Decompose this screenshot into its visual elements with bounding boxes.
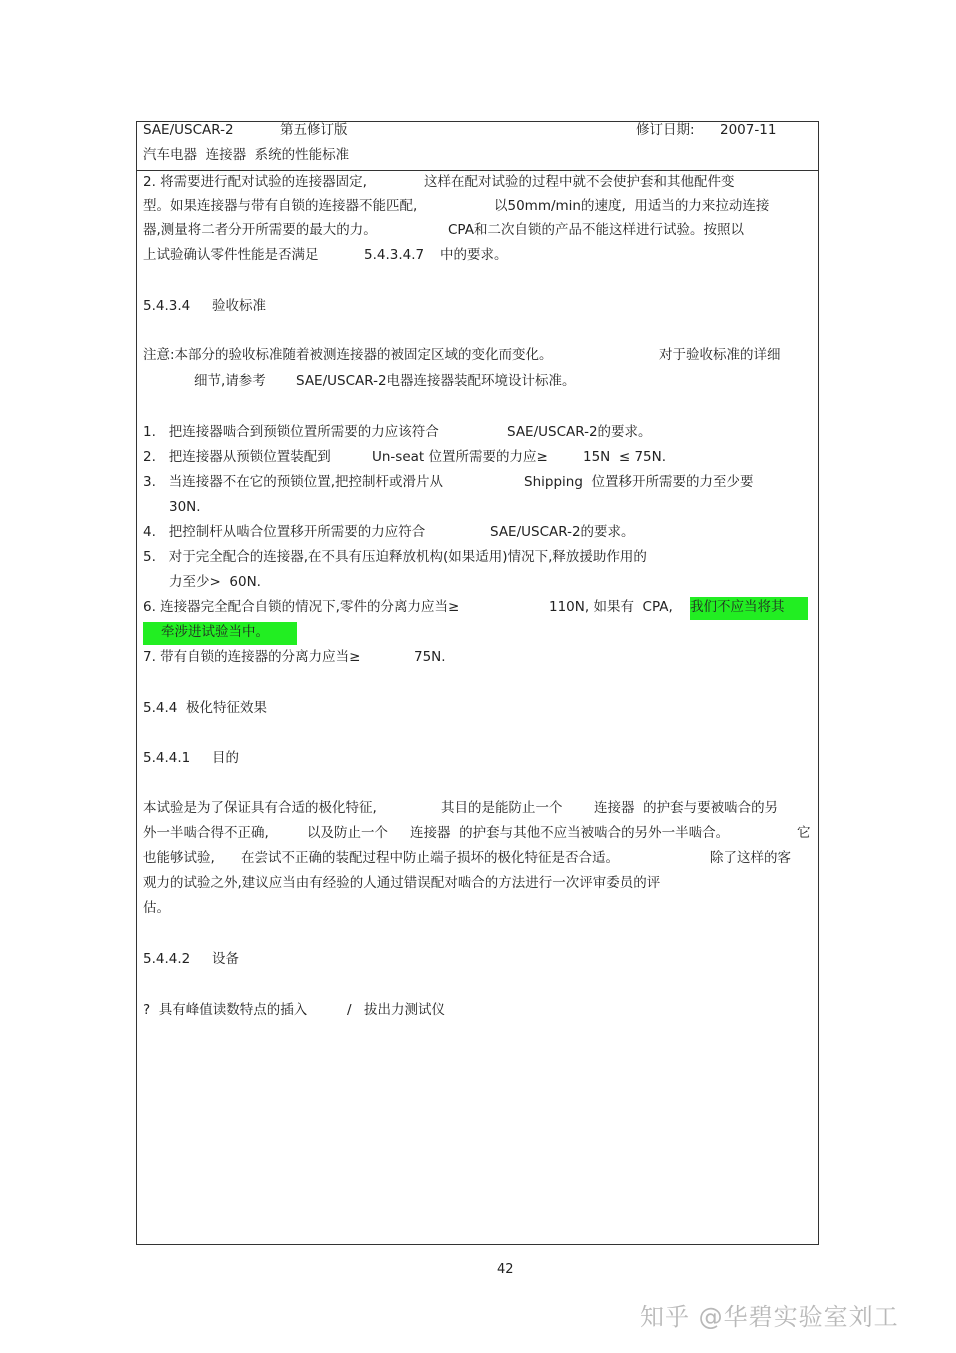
criterion-6c-highlighted: 我们不应当将其 <box>690 597 808 620</box>
equipment-line-a: ? 具有峰值读数特点的插入 <box>143 1002 308 1018</box>
doc-id: SAE/USCAR-2 <box>143 122 234 138</box>
note-line1b: 对于验收标准的详细 <box>659 347 781 363</box>
purpose-line2d: 它 <box>797 825 811 841</box>
criterion-3b: Shipping 位置移开所需要的力至少要 <box>524 474 754 490</box>
criterion-4b: SAE/USCAR-2的要求。 <box>490 524 635 540</box>
purpose-line1c: 连接器 的护套与要被啮合的另 <box>594 800 779 816</box>
revision-date: 2007-11 <box>720 122 777 138</box>
purpose-line5: 估。 <box>143 900 170 916</box>
purpose-line3b: 在尝试不正确的装配过程中防止端子损坏的极化特征是否合适。 <box>241 850 619 866</box>
step2-line4c: 中的要求。 <box>440 247 508 263</box>
criterion-1b: SAE/USCAR-2的要求。 <box>507 424 652 440</box>
purpose-line1b: 其目的是能防止一个 <box>441 800 563 816</box>
purpose-line2c: 连接器 的护套与其他不应当被啮合的另外一半啮合。 <box>410 825 730 841</box>
criterion-7b: 75N. <box>414 649 446 665</box>
note-line1a: 注意:本部分的验收标准随着被测连接器的被固定区域的变化而变化。 <box>143 347 553 363</box>
section-number-5434: 5.4.3.4 <box>143 298 191 314</box>
equipment-line-b: / <box>347 1002 352 1018</box>
purpose-line2b: 以及防止一个 <box>307 825 388 841</box>
step2-line2b: 以50mm/min的速度, 用适当的力来拉动连接 <box>494 198 770 214</box>
criterion-2b: Un-seat 位置所需要的力应≥ <box>372 449 548 465</box>
page-number: 42 <box>497 1262 514 1277</box>
criterion-6a: 6. 连接器完全配合自锁的情况下,零件的分离力应当≥ <box>143 599 460 615</box>
step2-line1b: 这样在配对试验的过程中就不会使护套和其他配件变 <box>424 174 735 190</box>
step2-line4b: 5.4.3.4.7 <box>364 247 425 263</box>
page-frame <box>136 121 819 1245</box>
section-title-5442: 设备 <box>212 951 239 967</box>
step2-line2a: 型。如果连接器与带有自锁的连接器不能匹配, <box>143 198 418 214</box>
criterion-6b: 110N, 如果有 CPA, <box>549 599 673 615</box>
revision-label: 修订日期: <box>636 122 695 138</box>
section-number-544: 5.4.4 <box>143 700 178 716</box>
note-line2a: 细节,请参考 <box>194 373 266 389</box>
purpose-line4: 观力的试验之外,建议应当由有经验的人通过错误配对啮合的方法进行一次评审委员的评 <box>143 875 661 891</box>
criterion-3c: 30N. <box>169 499 201 515</box>
criterion-5a: 5. 对于完全配合的连接器,在不具有压迫释放机构(如果适用)情况下,释放援助作用的 <box>143 549 647 565</box>
doc-subtitle: 汽车电器 连接器 系统的性能标准 <box>143 147 350 163</box>
watermark: 知乎 @华碧实验室刘工 <box>640 1303 899 1331</box>
criterion-7a: 7. 带有自锁的连接器的分离力应当≥ <box>143 649 361 665</box>
criterion-6d-highlighted: 牵涉进试验当中。 <box>143 622 297 645</box>
section-number-5441: 5.4.4.1 <box>143 750 191 766</box>
purpose-line3a: 也能够试验, <box>143 850 215 866</box>
purpose-line2a: 外一半啮合得不正确, <box>143 825 269 841</box>
note-line2b: SAE/USCAR-2电器连接器装配环境设计标准。 <box>296 373 576 389</box>
criterion-2a: 2. 把连接器从预锁位置装配到 <box>143 449 331 465</box>
step2-line3b: CPA和二次自锁的产品不能这样进行试验。按照以 <box>448 222 744 238</box>
equipment-line-c: 拔出力测试仪 <box>364 1002 445 1018</box>
step2-line4a: 上试验确认零件性能是否满足 <box>143 247 319 263</box>
criterion-5b: 力至少> 60N. <box>169 574 261 590</box>
step2-line3a: 器,测量将二者分开所需要的最大的力。 <box>143 222 377 238</box>
header-divider <box>136 170 819 171</box>
edition: 第五修订版 <box>280 122 348 138</box>
section-title-544: 极化特征效果 <box>186 700 267 716</box>
section-number-5442: 5.4.4.2 <box>143 951 191 967</box>
purpose-line3c: 除了这样的客 <box>710 850 791 866</box>
section-title-5441: 目的 <box>212 750 239 766</box>
step2-line1a: 2. 将需要进行配对试验的连接器固定, <box>143 174 367 190</box>
section-title-5434: 验收标准 <box>212 298 266 314</box>
criterion-3a: 3. 当连接器不在它的预锁位置,把控制杆或滑片从 <box>143 474 444 490</box>
purpose-line1a: 本试验是为了保证具有合适的极化特征, <box>143 800 377 816</box>
criterion-4a: 4. 把控制杆从啮合位置移开所需要的力应符合 <box>143 524 426 540</box>
criterion-1a: 1. 把连接器啮合到预锁位置所需要的力应该符合 <box>143 424 439 440</box>
criterion-2c: 15N ≤ 75N. <box>583 449 667 465</box>
